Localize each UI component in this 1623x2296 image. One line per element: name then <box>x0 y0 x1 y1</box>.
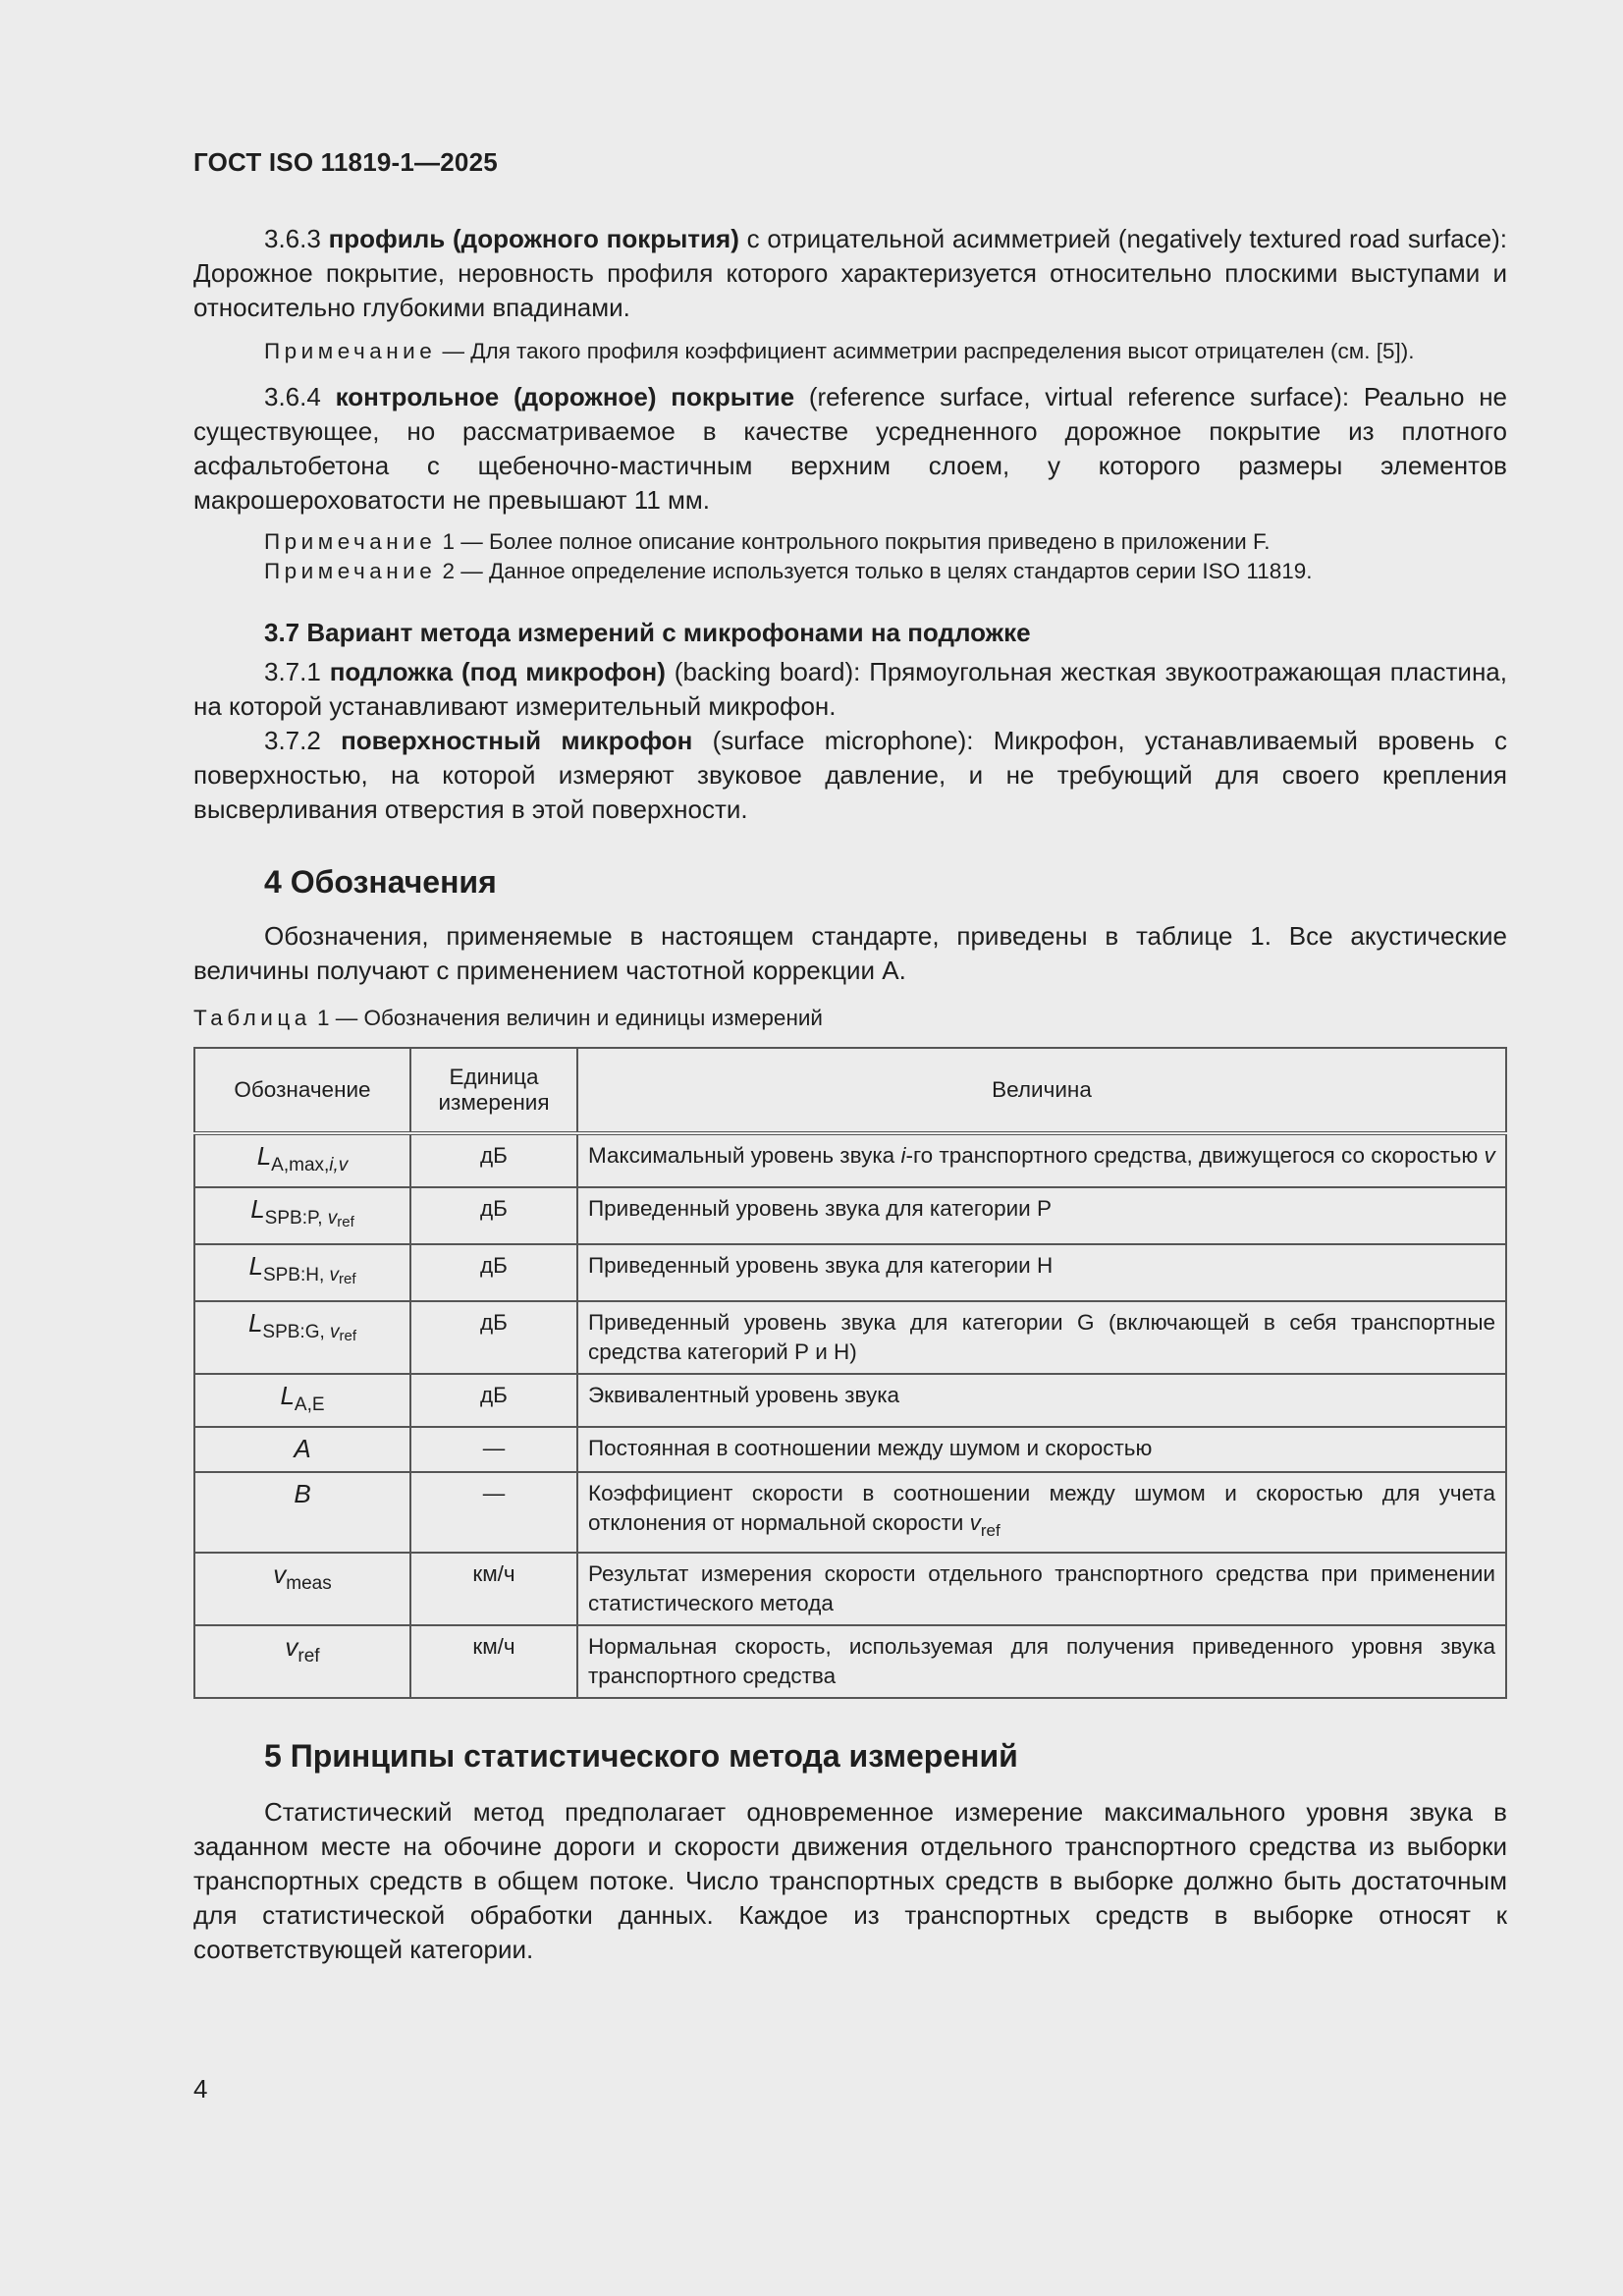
note-3-6-3 <box>193 337 1507 366</box>
table-row <box>194 1374 1506 1427</box>
clause-text: (backing board): Прямоугольная жесткая звукоотражающая пластина, на которой устанавливают измерительный микрофон. <box>193 657 1507 721</box>
symbol-subscript <box>265 1208 354 1229</box>
clause-number: 3.6.4 <box>264 382 321 411</box>
subscript-italic: v <box>329 1265 340 1285</box>
clause-3-6-4 <box>193 380 1507 518</box>
clause-number: 3.6.3 <box>264 224 321 253</box>
subscript-sub: ref <box>339 1328 357 1344</box>
section-5-text: Статистический метод предполагает одновременное измерение максимального уровня звука в заданном месте на обочине дороги и скорости движения отдельного транспортного средства из выборки транспортных средств в общем потоке. Число транспортных средств в выборке должно быть достаточным для статистической обработки данных. Каждое из транспортных средств в выборке относят к соответствующей категории. <box>193 1797 1507 1964</box>
desc-subscript: ref <box>980 1521 1001 1540</box>
subscript-sub: ref <box>337 1214 354 1230</box>
clause-term: профиль (дорожного покрытия) <box>328 224 739 253</box>
symbol-subscript: ref <box>298 1646 320 1667</box>
quantity-cell <box>577 1472 1506 1553</box>
table-header-row <box>194 1048 1506 1133</box>
unit-cell: дБ <box>410 1301 577 1374</box>
table-row <box>194 1133 1506 1187</box>
symbol-cell <box>194 1374 410 1427</box>
clause-3-7-1 <box>193 655 1507 724</box>
quantity-cell: Приведенный уровень звука для категории Р <box>577 1187 1506 1244</box>
unit-cell: дБ <box>410 1133 577 1187</box>
table-row <box>194 1472 1506 1553</box>
quantity-cell: Приведенный уровень звука для категории Н <box>577 1244 1506 1301</box>
symbol-letter: L <box>280 1381 295 1410</box>
symbol-subscript: meas <box>286 1573 332 1594</box>
desc-italic: v <box>1484 1143 1495 1168</box>
symbol-cell <box>194 1187 410 1244</box>
note-text: 1 — Более полное описание контрольного покрытия приведено в приложении F. <box>436 529 1271 554</box>
symbol-letter: v <box>273 1559 287 1589</box>
section-5-heading: 5 Принципы статистического метода измерений <box>264 1738 1018 1774</box>
unit-cell: — <box>410 1472 577 1553</box>
subscript-italic: v <box>330 1322 340 1342</box>
symbol-letter: B <box>294 1479 311 1508</box>
table-row <box>194 1244 1506 1301</box>
note-text: — Для такого профиля коэффициент асимметрии распределения высот отрицателен (см. [5]). <box>436 339 1415 363</box>
symbol-letter: L <box>247 1308 263 1338</box>
quantity-cell: Постоянная в соотношении между шумом и скоростью <box>577 1427 1506 1472</box>
clause-text: (reference surface, virtual reference surface): Реально не существующее, но рассматриваемое в качестве усредненного дорожное покрытие из плотного асфальтобетона с щебеночно-мастичным верхним слоем, у которого размеры элементов макрошероховатости не превышают 11 мм. <box>193 382 1508 515</box>
symbol-cell <box>194 1625 410 1698</box>
desc-italic: i <box>900 1143 906 1168</box>
desc-text: Максимальный уровень звука <box>588 1143 901 1168</box>
symbol-letter: v <box>285 1632 298 1662</box>
symbol-subscript <box>262 1322 356 1342</box>
quantity-cell: Нормальная скорость, используемая для получения приведенного уровня звука транспортного средства <box>577 1625 1506 1698</box>
subscript-text: SPB:P, <box>264 1208 328 1229</box>
table-row <box>194 1625 1506 1698</box>
symbol-cell <box>194 1133 410 1187</box>
unit-cell: — <box>410 1427 577 1472</box>
clause-number: 3.7.1 <box>264 657 321 686</box>
subscript-text: SPB:G, <box>262 1322 331 1342</box>
column-header-quantity: Величина <box>577 1048 1506 1133</box>
note-label: Примечание <box>264 559 437 583</box>
desc-text: Коэффициент скорости в соотношении между шумом и скоростью для учета отклонения от нормальной скорости <box>588 1481 1495 1535</box>
clause-number: 3.7.2 <box>264 726 321 755</box>
clause-term: контрольное (дорожное) покрытие <box>335 382 795 411</box>
clause-term: поверхностный микрофон <box>341 726 693 755</box>
subscript-italic: i,v <box>329 1155 349 1175</box>
symbols-table <box>193 1047 1507 1699</box>
symbol-cell <box>194 1472 410 1553</box>
subscript-text: A,max, <box>271 1155 330 1175</box>
symbol-subscript <box>271 1155 348 1175</box>
table-row <box>194 1301 1506 1374</box>
clause-3-7-2 <box>193 724 1507 827</box>
column-header-symbol: Обозначение <box>194 1048 410 1133</box>
unit-cell: дБ <box>410 1374 577 1427</box>
clause-text: (surface microphone): Микрофон, устанавливаемый вровень с поверхностью, на которой измеряют звуковое давление, и не требующий для своего крепления высверливания отверстия в этой поверхности. <box>193 726 1507 824</box>
clause-text: с отрицательной асимметрией (negatively textured road surface): Дорожное покрытие, неровность профиля которого характеризуется относительно плоскими выступами и относительно глубокими впадинами. <box>193 224 1507 322</box>
section-4-heading: 4 Обозначения <box>264 864 497 900</box>
clause-3-6-3 <box>193 222 1507 325</box>
symbol-cell <box>194 1427 410 1472</box>
unit-cell: дБ <box>410 1244 577 1301</box>
clause-term: подложка (под микрофон) <box>329 657 666 686</box>
symbol-cell <box>194 1301 410 1374</box>
page-content <box>193 222 1507 1967</box>
running-header: ГОСТ ISO 11819-1—2025 <box>193 147 498 177</box>
table-caption-text: 1 — Обозначения величин и единицы измерений <box>310 1006 824 1030</box>
symbol-cell <box>194 1244 410 1301</box>
symbol-letter: L <box>250 1194 265 1224</box>
unit-cell: км/ч <box>410 1553 577 1625</box>
desc-text: -го транспортного средства, движущегося со скоростью <box>905 1143 1485 1168</box>
section-4-text: Обозначения, применяемые в настоящем стандарте, приведены в таблице 1. Все акустические величины получают с применением частотной коррекции А. <box>193 921 1507 985</box>
quantity-cell: Эквивалентный уровень звука <box>577 1374 1506 1427</box>
symbol-letter: L <box>256 1141 272 1171</box>
table-row <box>194 1187 1506 1244</box>
unit-cell: км/ч <box>410 1625 577 1698</box>
symbol-subscript: A,E <box>294 1394 325 1415</box>
symbol-letter: L <box>248 1251 263 1281</box>
table-caption-label: Таблица <box>193 1006 311 1030</box>
table-row <box>194 1553 1506 1625</box>
note-text: 2 — Данное определение используется только в целях стандартов серии ISO 11819. <box>436 559 1313 583</box>
quantity-cell: Результат измерения скорости отдельного транспортного средства при применении статистического метода <box>577 1553 1506 1625</box>
note-2-3-6-4 <box>193 557 1507 586</box>
quantity-cell: Приведенный уровень звука для категории G (включающей в себя транспортные средства категорий Р и Н) <box>577 1301 1506 1374</box>
table-row <box>194 1427 1506 1472</box>
symbol-cell <box>194 1553 410 1625</box>
symbol-subscript <box>263 1265 356 1285</box>
table-caption <box>193 1004 1507 1033</box>
note-label: Примечание <box>264 339 437 363</box>
section-3-7-heading: 3.7 Вариант метода измерений с микрофонами на подложке <box>264 618 1031 647</box>
subscript-text: SPB:H, <box>262 1265 330 1285</box>
note-1-3-6-4 <box>193 527 1507 557</box>
subscript-sub: ref <box>339 1271 356 1287</box>
symbol-letter: A <box>294 1434 311 1463</box>
page-number: 4 <box>193 2074 208 2104</box>
unit-cell: дБ <box>410 1187 577 1244</box>
quantity-cell <box>577 1133 1506 1187</box>
column-header-unit: Единица измерения <box>410 1048 577 1133</box>
subscript-italic: v <box>327 1208 338 1229</box>
note-label: Примечание <box>264 529 437 554</box>
desc-italic: v <box>969 1510 981 1535</box>
